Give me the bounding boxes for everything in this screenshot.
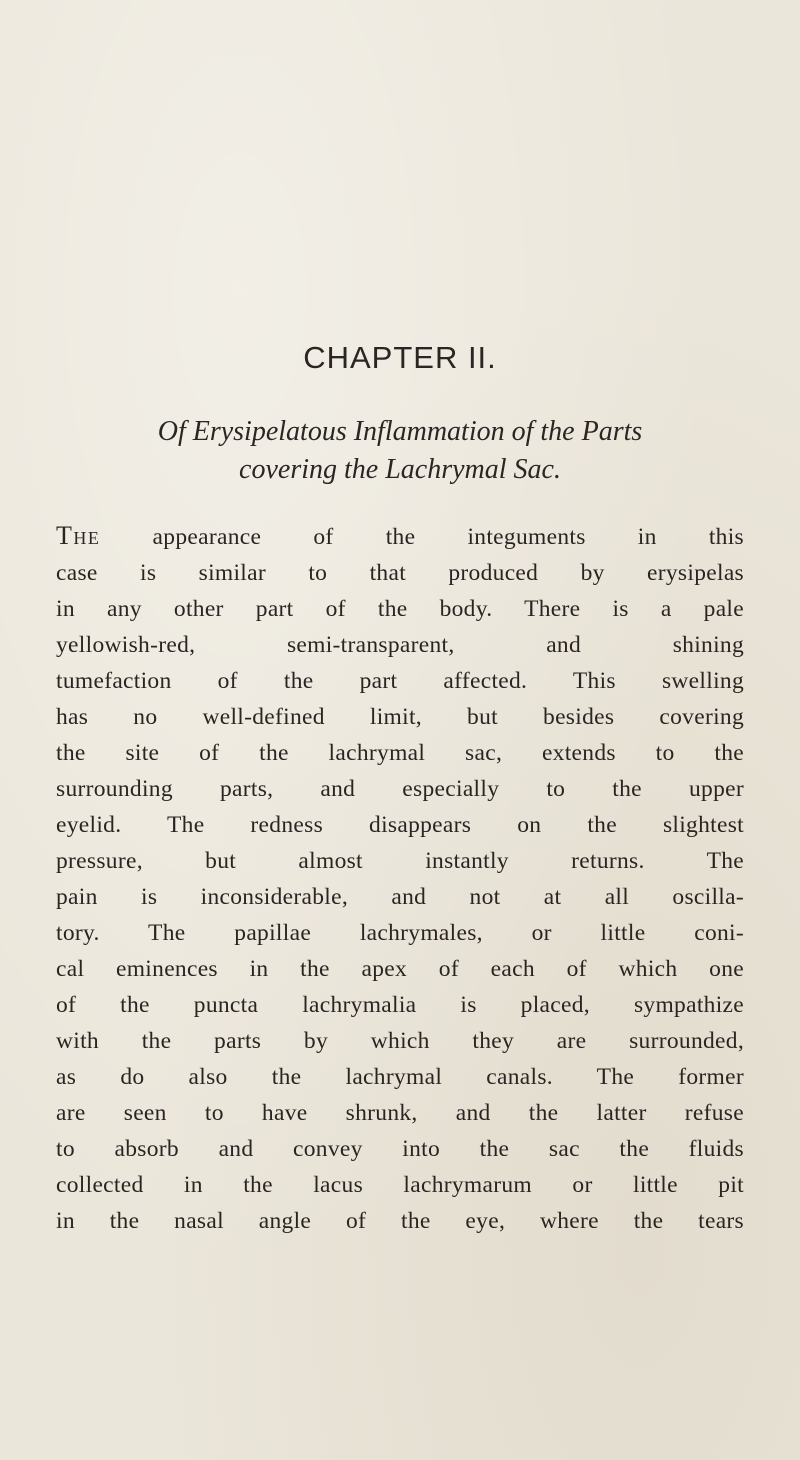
text-line-10: pressure, but almost instantly returns. The [56,848,744,874]
chapter-subtitle [56,413,744,489]
text-line-20: in the nasal angle of the eye, where the tears [56,1208,744,1234]
chapter-heading: CHAPTER II. [303,340,497,375]
lead-word: The [56,521,101,550]
text-line-14: of the puncta lachrymalia is placed, sympathize [56,992,744,1018]
text-line-2: case is similar to that produced by erysipelas [56,560,744,586]
text-line-19: collected in the lacus lachrymarum or little pit [56,1172,744,1198]
text-line-5: tumefaction of the part affected. This swelling [56,668,744,694]
text-line-18: to absorb and convey into the sac the fluids [56,1136,744,1162]
text-line-1 [56,518,744,555]
text-line-8: surrounding parts, and especially to the upper [56,776,744,802]
text-line-6: has no well-defined limit, but besides covering [56,704,744,730]
body-paragraph [56,518,744,1239]
text-line-17: are seen to have shrunk, and the latter refuse [56,1100,744,1126]
text-line-13: cal eminences in the apex of each of which one [56,956,744,982]
text-line-11: pain is inconsiderable, and not at all oscilla- [56,884,744,910]
text-line-1-rest: appearance of the integuments in this [100,524,744,550]
text-line-16: as do also the lachrymal canals. The former [56,1064,744,1090]
text-line-7: the site of the lachrymal sac, extends to the [56,740,744,766]
text-line-3: in any other part of the body. There is a pale [56,596,744,622]
text-line-12: tory. The papillae lachrymales, or little coni- [56,920,744,946]
text-line-9: eyelid. The redness disappears on the slightest [56,812,744,838]
text-line-15: with the parts by which they are surrounded, [56,1028,744,1054]
text-line-4: yellowish-red, semi-transparent, and shining [56,632,744,658]
subtitle-line-1: Of Erysipelatous Inflammation of the Parts [157,416,643,447]
subtitle-line-2: covering the Lachrymal Sac. [239,454,561,485]
